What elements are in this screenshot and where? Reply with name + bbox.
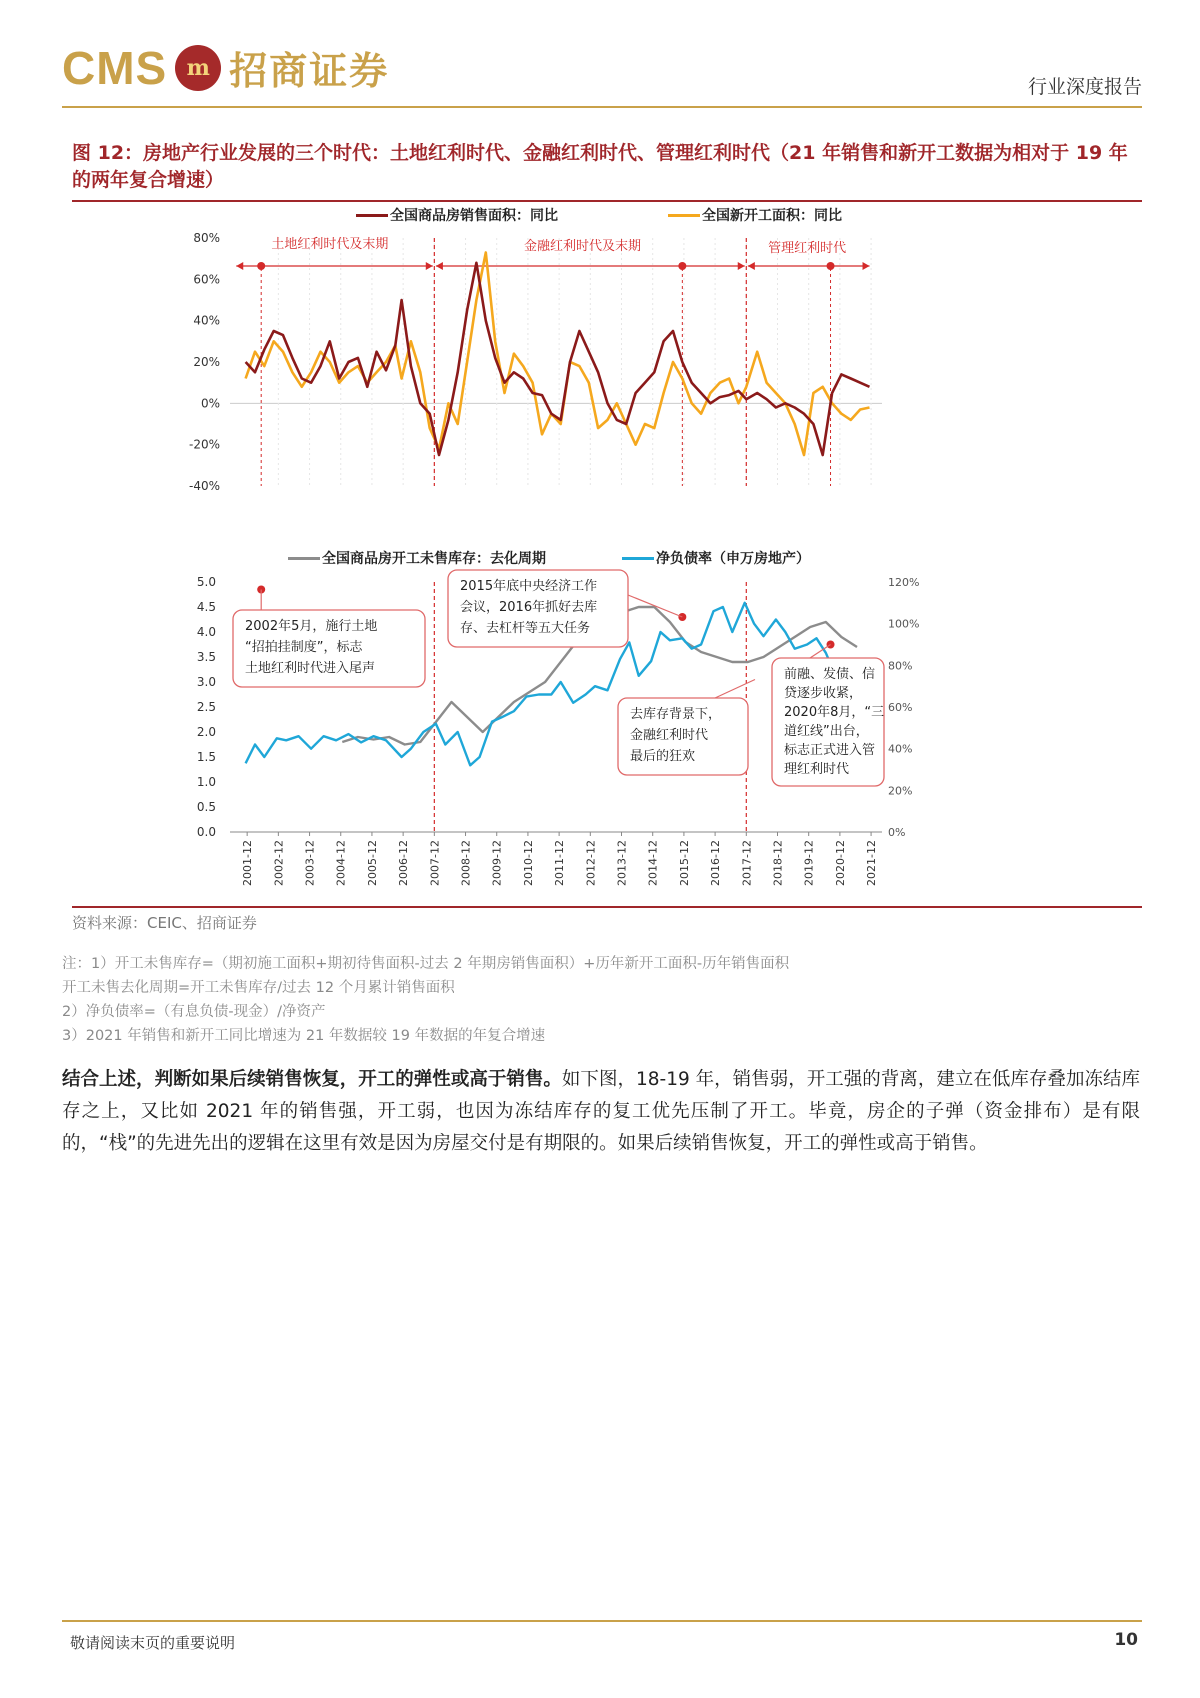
x-tick-label: 2002-12 [272, 840, 286, 886]
x-tick-label: 2013-12 [615, 840, 629, 886]
figure-title-rule [72, 200, 1142, 202]
x-tick-label: 2019-12 [802, 840, 816, 886]
figure-note-2: 开工未售去化周期=开工未售库存/过去 12 个月累计销售面积 [62, 980, 455, 996]
series-line [246, 253, 870, 456]
body-paragraph [62, 1064, 1140, 1160]
y-right-tick-label: 40% [888, 742, 913, 756]
x-tick-label: 2001-12 [241, 840, 255, 886]
legend-label: 净负债率（申万房地产） [656, 551, 810, 567]
x-tick-label: 2009-12 [490, 840, 504, 886]
arrow-head-left [748, 262, 755, 270]
y-tick-label: -20% [188, 437, 220, 452]
annotation-box4-line: 标志正式进入管 [784, 743, 876, 758]
report-type: 行业深度报告 [1027, 76, 1142, 98]
annotation-box4-line: 道红线”出台， [784, 724, 869, 739]
figure-note-3: 2）净负债率=（有息负债-现金）/净资产 [62, 1004, 326, 1020]
annotation-box2-pointer [628, 595, 682, 617]
footer-divider [62, 1620, 1142, 1622]
annotation-box1-line: “招拍挂制度”，标志 [245, 640, 363, 655]
logo-badge-icon: m [175, 45, 221, 91]
annotation-box2-line: 2015年底中央经济工作 [460, 579, 598, 594]
annotation-box2-line: 存、去杠杆等五大任务 [460, 621, 591, 636]
y-right-tick-label: 60% [888, 701, 913, 714]
x-tick-label: 2006-12 [397, 840, 411, 886]
x-tick-label: 2010-12 [521, 840, 535, 886]
y-left-tick-label: 4.0 [196, 625, 216, 639]
company-name: 招商证券 [229, 49, 390, 93]
y-right-tick-label: 120% [888, 576, 920, 589]
x-tick-label: 2012-12 [584, 840, 598, 886]
x-tick-label: 2020-12 [833, 840, 847, 886]
y-left-tick-label: 2.0 [196, 725, 216, 739]
figure-source: 资料来源：CEIC、招商证券 [72, 914, 257, 932]
legend-top-starts [668, 205, 842, 225]
x-tick-label: 2007-12 [428, 840, 442, 886]
body-text: 如下图，18-19 年，销售弱，开工强的背离，建立在低库存叠加冻结库存之上，又比如 2021 年的销售强，开工弱，也因为冻结库存的复工优先压制了开工。毕竟，房企的子弹（资金排布）是有限的，“栈”的先进先出的逻辑在这里有效是因为房屋交付是有期限的。如果后续销售恢复，开工的弹性或高于销售。 [62, 1069, 1140, 1154]
y-tick-label: 60% [193, 272, 220, 287]
page-number: 10 [1114, 1630, 1138, 1650]
x-tick-label: 2011-12 [553, 840, 567, 886]
y-tick-label: -40% [188, 479, 220, 493]
chart-top-yoy [188, 228, 970, 528]
x-tick-label: 2003-12 [303, 840, 317, 886]
legend-label: 全国新开工面积：同比 [702, 208, 842, 224]
annotation-box1-line: 土地红利时代进入尾声 [245, 661, 376, 676]
legend-swatch [622, 557, 654, 560]
legend-swatch [668, 214, 700, 217]
x-tick-label: 2005-12 [365, 840, 379, 886]
figure-note-1: 注：1）开工未售库存=（期初施工面积+期初待售面积-过去 2 年期房销售面积）+历年新开工面积-历年销售面积 [62, 956, 790, 972]
event-dot [827, 262, 835, 270]
figure-note-4: 3）2021 年销售和新开工同比增速为 21 年数据较 19 年数据的年复合增速 [62, 1028, 546, 1044]
annotation-box4-line: 前融、发债、信 [784, 667, 876, 682]
annotation-box3-line: 金融红利时代 [630, 728, 709, 743]
annotation-box3-line: 最后的狂欢 [630, 749, 696, 764]
y-left-tick-label: 3.5 [196, 650, 216, 664]
y-tick-label: 40% [193, 313, 220, 328]
header-divider [62, 106, 1142, 108]
y-left-tick-label: 0.0 [196, 825, 216, 839]
annotation-box4-line: 贷逐步收紧， [784, 686, 863, 701]
arrow-head-left [436, 262, 443, 270]
legend-top-sales [356, 205, 558, 225]
y-right-tick-label: 20% [888, 784, 913, 798]
era3-label: 管理红利时代 [768, 241, 847, 256]
y-left-tick-label: 1.5 [196, 750, 216, 764]
logo-text: CMS [62, 41, 168, 94]
y-left-tick-label: 5.0 [196, 575, 216, 589]
legend-swatch [288, 557, 320, 560]
footer-disclaimer: 敬请阅读末页的重要说明 [70, 1634, 236, 1652]
y-right-tick-label: 100% [888, 617, 920, 631]
annotation-box4-line: 理红利时代 [784, 762, 850, 777]
y-tick-label: 80% [193, 231, 220, 245]
x-tick-label: 2014-12 [646, 840, 660, 886]
annotation-box3-line: 去库存背景下， [630, 707, 722, 722]
legend-label: 全国商品房销售面积：同比 [390, 208, 558, 224]
arrow-head-right [426, 262, 433, 270]
x-tick-label: 2008-12 [459, 840, 473, 886]
legend-swatch [356, 214, 388, 217]
legend-bottom-inventory [288, 548, 546, 568]
arrow-head-right [738, 262, 745, 270]
y-right-tick-label: 0% [888, 826, 906, 839]
series-line [246, 263, 870, 455]
x-tick-label: 2018-12 [771, 840, 785, 886]
x-tick-label: 2015-12 [677, 840, 691, 886]
x-tick-label: 2016-12 [709, 840, 723, 886]
figure-bottom-rule [72, 906, 1142, 908]
x-tick-label: 2017-12 [740, 840, 754, 886]
y-left-tick-label: 3.0 [196, 675, 216, 689]
legend-bottom-debt [622, 548, 810, 568]
y-tick-label: 20% [193, 355, 220, 369]
annotation-box2-line: 会议，2016年抓好去库 [460, 600, 598, 615]
company-logo [62, 40, 389, 95]
y-right-tick-label: 80% [888, 659, 913, 673]
legend-label: 全国商品房开工未售库存：去化周期 [322, 551, 546, 567]
y-left-tick-label: 4.5 [196, 600, 216, 614]
annotation-box1-line: 2002年5月，施行土地 [245, 619, 378, 634]
arrow-head-right [863, 262, 870, 270]
body-lead: 结合上述，判断如果后续销售恢复，开工的弹性或高于销售。 [62, 1069, 562, 1090]
annotation-box4-line: 2020年8月，“三 [784, 705, 885, 720]
y-left-tick-label: 1.0 [196, 775, 216, 789]
event-dot [678, 262, 686, 270]
chart-bottom-inventory-debt [196, 570, 1000, 910]
y-left-tick-label: 0.5 [196, 800, 216, 814]
arrow-head-left [236, 262, 243, 270]
event-dot [257, 262, 265, 270]
era2-label: 金融红利时代及末期 [524, 239, 642, 254]
x-tick-label: 2021-12 [865, 840, 879, 886]
figure-title: 图 12：房地产行业发展的三个时代：土地红利时代、金融红利时代、管理红利时代（21 年销售和新开工数据为相对于 19 年的两年复合增速） [72, 142, 1128, 191]
x-tick-label: 2004-12 [334, 840, 348, 886]
y-left-tick-label: 2.5 [196, 700, 216, 714]
era1-label: 土地红利时代及末期 [271, 237, 389, 252]
annotation-box3-pointer [715, 680, 755, 699]
y-tick-label: 0% [200, 396, 220, 411]
